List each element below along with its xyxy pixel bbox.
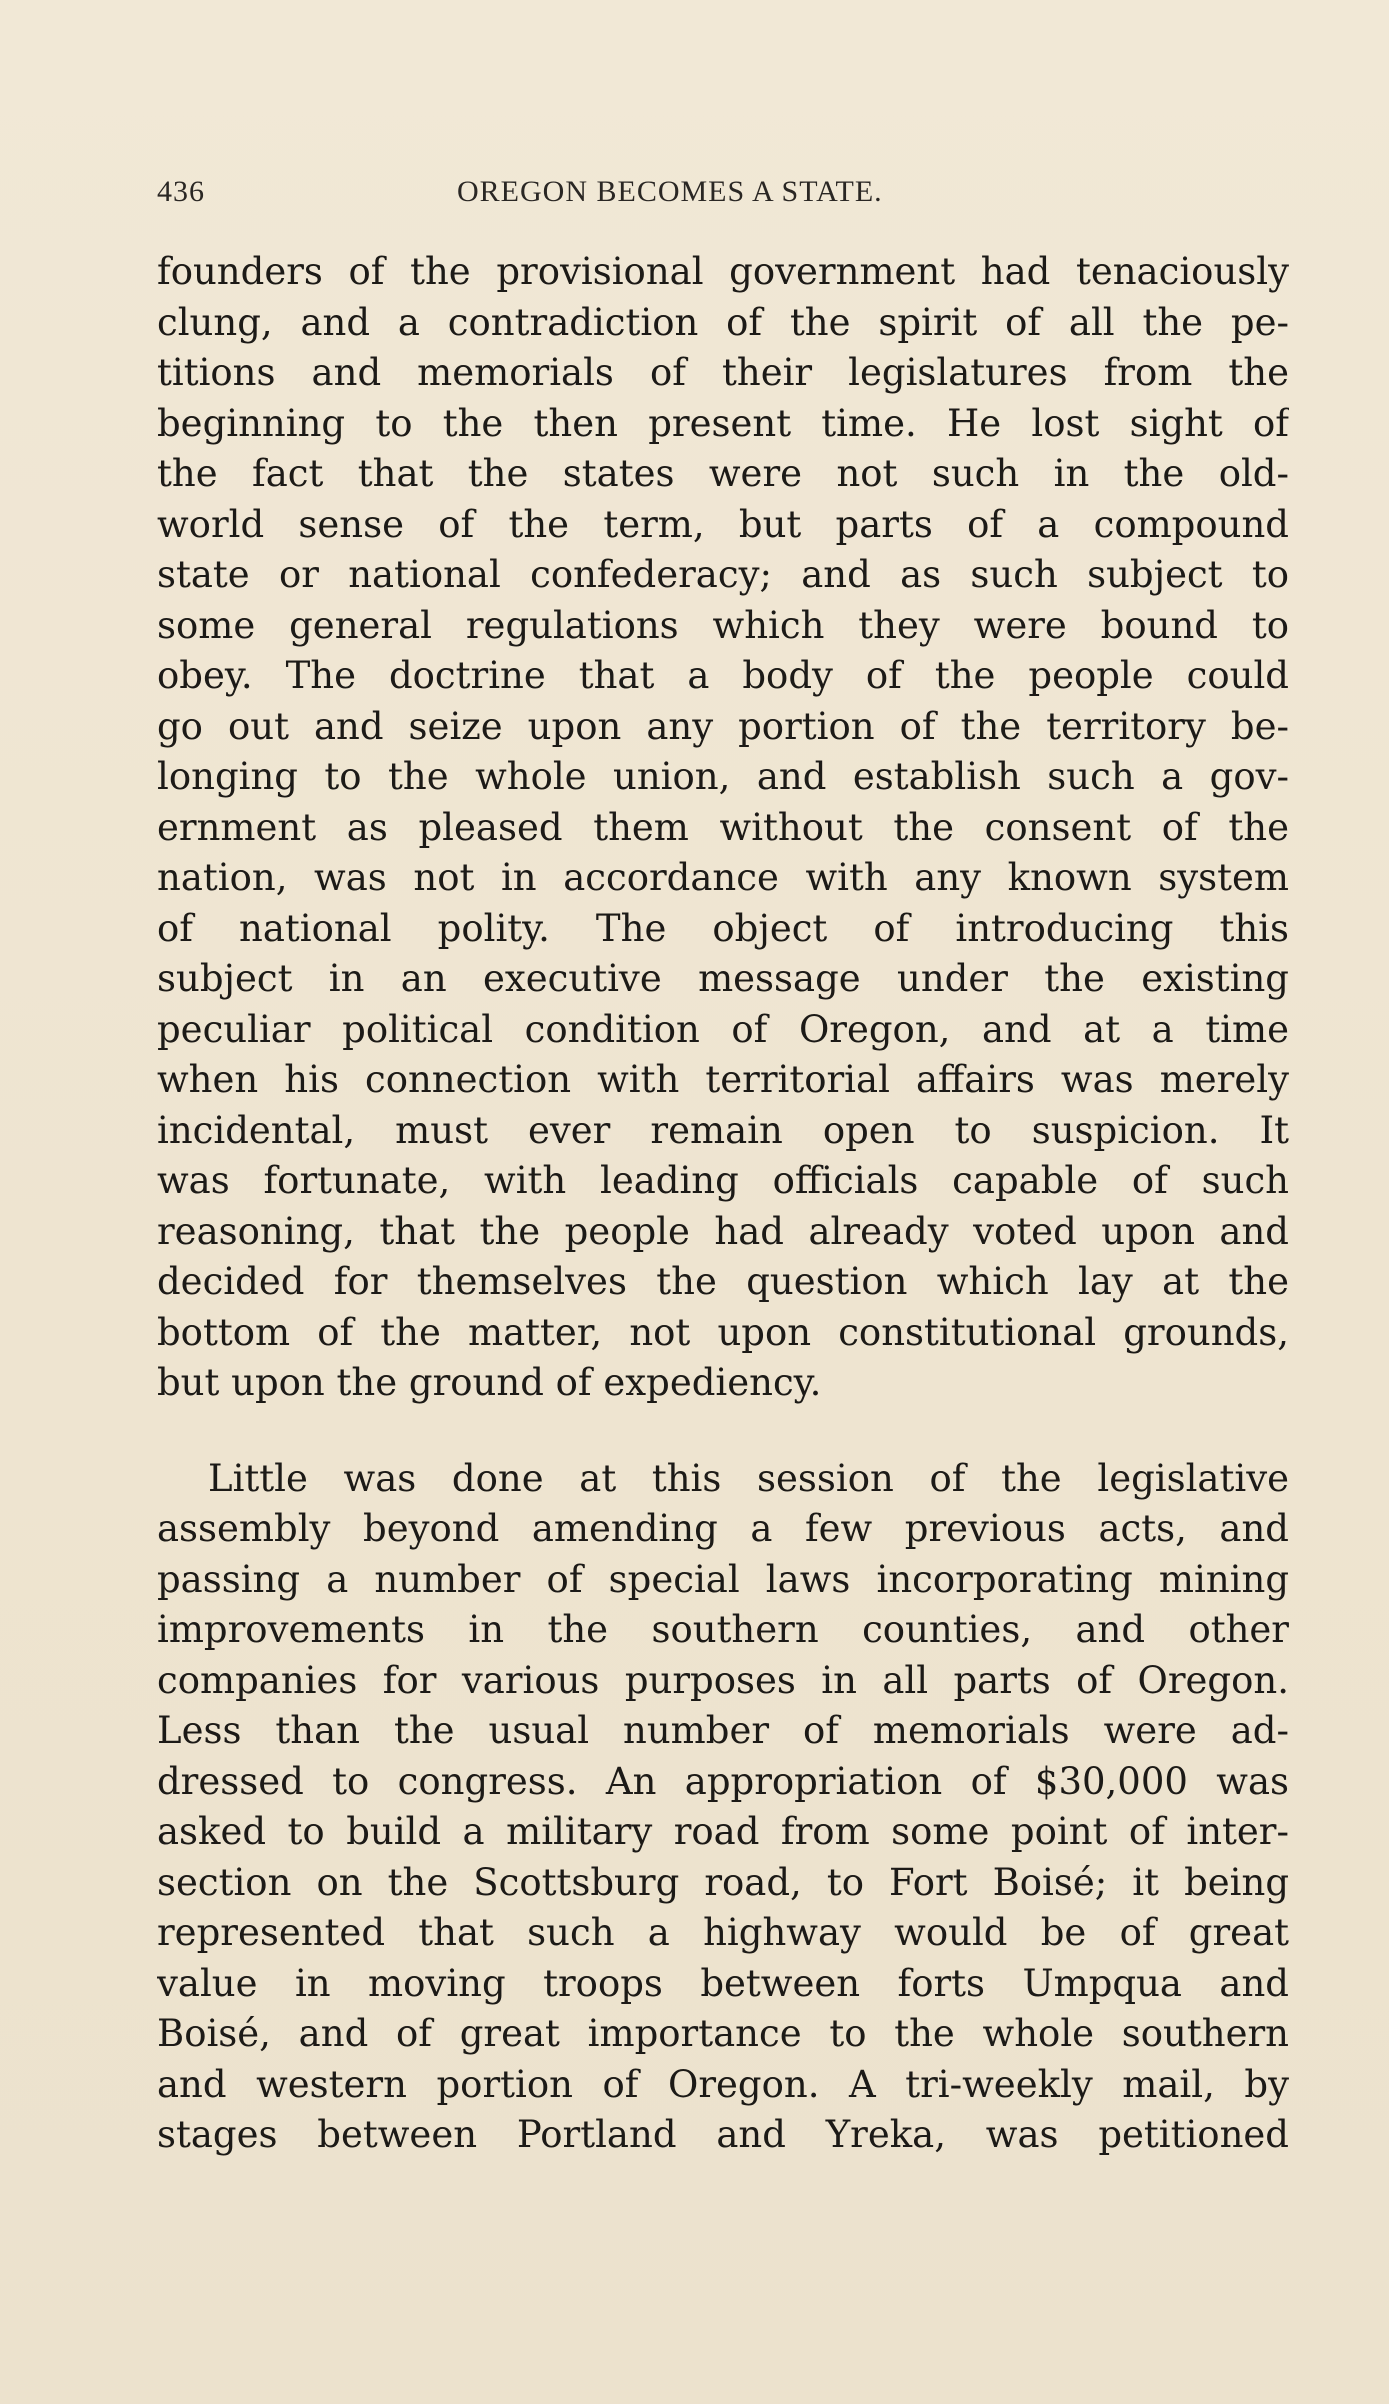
text-line: reasoning, that the people had already voted upon and: [157, 1209, 1289, 1253]
text-line: asked to build a military road from some point of inter-: [157, 1810, 1289, 1853]
text-line: dressed to congress. An appropriation of $30,000 was: [157, 1759, 1289, 1803]
text-line: some general regulations which they were bound to: [157, 603, 1289, 647]
text-line: section on the Scottsburg road, to Fort Boisé; it being: [157, 1860, 1289, 1904]
text-line: bottom of the matter, not upon constitutional grounds,: [157, 1310, 1289, 1354]
paragraph-gap: [157, 1409, 1289, 1454]
text-line: clung, and a contradiction of the spirit of all the pe-: [157, 300, 1289, 344]
text-line: decided for themselves the question which lay at the: [157, 1260, 1289, 1303]
paragraph-2: [157, 1454, 1289, 2161]
text-line: Boisé, and of great importance to the whole southern: [157, 2012, 1289, 2055]
text-line: stages between Portland and Yreka, was petitioned: [157, 2113, 1289, 2156]
text-line: subject in an executive message under the existing: [157, 957, 1289, 1000]
text-line: state or national confederacy; and as such subject to: [157, 553, 1289, 596]
text-line: Less than the usual number of memorials were ad-: [157, 1709, 1289, 1752]
text-line: titions and memorials of their legislatures from the: [157, 351, 1289, 394]
text-line: beginning to the then present time. He lost sight of: [157, 401, 1289, 445]
text-line: nation, was not in accordance with any known system: [157, 856, 1289, 899]
text-line: ernment as pleased them without the consent of the: [157, 805, 1289, 849]
text-line: represented that such a highway would be of great: [157, 1911, 1289, 1954]
body-text: [157, 247, 1289, 2161]
text-line: improvements in the southern counties, and other: [157, 1608, 1289, 1651]
text-line: obey. The doctrine that a body of the people could: [157, 654, 1289, 697]
text-line: passing a number of special laws incorporating mining: [157, 1557, 1289, 1601]
text-line: go out and seize upon any portion of the territory be-: [157, 704, 1289, 748]
text-line: and western portion of Oregon. A tri-weekly mail, by: [157, 2062, 1289, 2106]
text-line: incidental, must ever remain open to suspicion. It: [157, 1108, 1289, 1152]
paragraph-1: [157, 247, 1289, 1409]
text-line: the fact that the states were not such in the old-: [157, 452, 1289, 495]
text-line: peculiar political condition of Oregon, and at a time: [157, 1007, 1289, 1051]
text-line: world sense of the term, but parts of a compound: [157, 502, 1289, 546]
text-line: assembly beyond amending a few previous acts, and: [157, 1507, 1289, 1550]
text-line: founders of the provisional government had tenaciously: [157, 250, 1289, 293]
text-line: Little was done at this session of the legislative: [208, 1456, 1289, 1500]
text-line: when his connection with territorial affairs was merely: [157, 1058, 1289, 1101]
page-number: 436: [157, 175, 205, 208]
text-line: of national polity. The object of introducing this: [157, 906, 1289, 950]
text-line: but upon the ground of expediency.: [157, 1361, 822, 1404]
text-line: longing to the whole union, and establish such a gov-: [157, 755, 1289, 798]
text-line: companies for various purposes in all parts of Oregon.: [157, 1658, 1289, 1702]
text-line: was fortunate, with leading officials capable of such: [157, 1159, 1289, 1202]
text-line: value in moving troops between forts Umpqua and: [157, 1961, 1289, 2005]
running-head: OREGON BECOMES A STATE.: [457, 175, 883, 208]
page-header: [157, 175, 1282, 219]
